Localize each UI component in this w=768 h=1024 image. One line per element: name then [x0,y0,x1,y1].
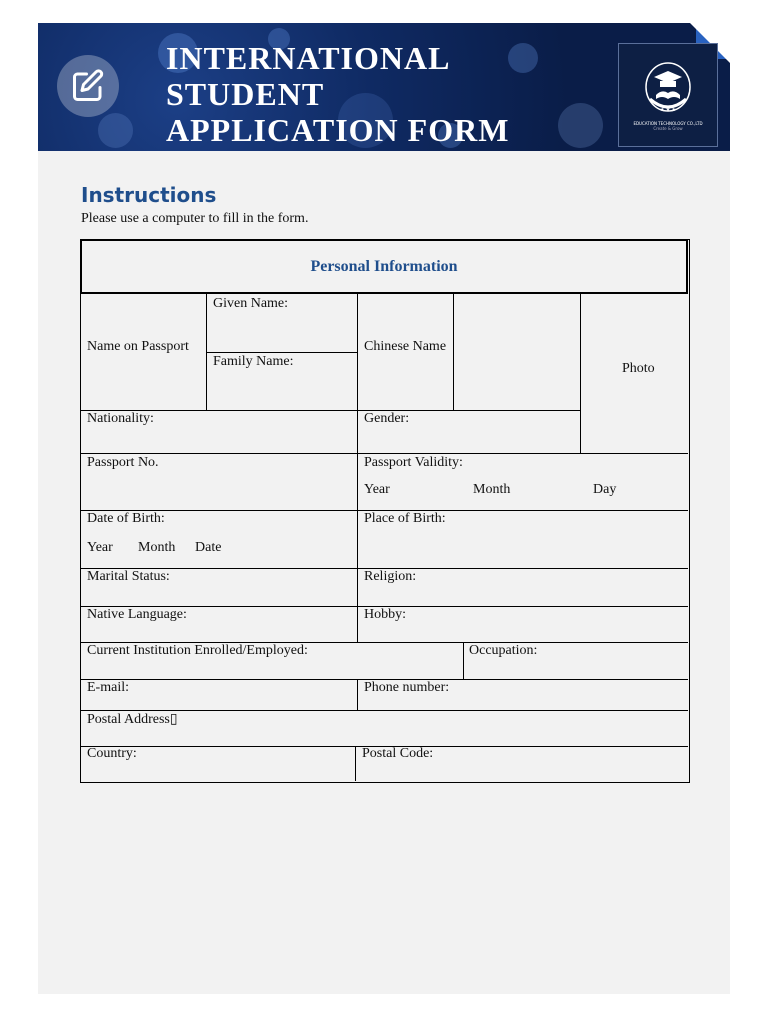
dob-month-field[interactable]: Month [138,540,176,555]
section-title: Personal Information [80,239,688,294]
dob-year-field[interactable]: Year [87,540,113,555]
religion-field[interactable]: Religion: [364,569,417,584]
phone-number-field[interactable]: Phone number: [364,680,450,695]
logo-text: EDUCATION TECHNOLOGY CO.,LTD [633,121,703,126]
native-language-field[interactable]: Native Language: [87,607,187,622]
name-on-passport-label: Name on Passport [87,339,189,354]
photo-box[interactable]: Photo [622,361,655,376]
company-logo [618,43,718,147]
validity-month-field[interactable]: Month [473,482,511,497]
occupation-field[interactable]: Occupation: [469,643,538,658]
instructions-heading: Instructions [81,183,217,207]
form-title: INTERNATIONAL STUDENT APPLICATION FORM [166,40,510,148]
date-of-birth-label: Date of Birth: [87,511,165,526]
hobby-field[interactable]: Hobby: [364,607,406,622]
instructions-text: Please use a computer to fill in the form. [81,211,309,226]
passport-validity-label: Passport Validity: [364,455,463,470]
current-institution-field[interactable]: Current Institution Enrolled/Employed: [87,643,308,658]
marital-status-field[interactable]: Marital Status: [87,569,170,584]
svg-text:★ ★ ★: ★ ★ ★ [660,108,676,113]
place-of-birth-field[interactable]: Place of Birth: [364,511,446,526]
family-name-field[interactable]: Family Name: [213,354,294,369]
emblem-icon [638,59,698,117]
logo-subtext: Create & Grow [653,126,683,131]
edit-icon [57,55,119,117]
postal-code-field[interactable]: Postal Code: [362,746,434,761]
email-field[interactable]: E-mail: [87,680,129,695]
validity-year-field[interactable]: Year [364,482,390,497]
gender-field[interactable]: Gender: [364,411,410,426]
validity-day-field[interactable]: Day [593,482,617,497]
chinese-name-label: Chinese Name [364,339,447,354]
dob-date-field[interactable]: Date [195,540,222,555]
passport-no-field[interactable]: Passport No. [87,455,159,470]
country-field[interactable]: Country: [87,746,137,761]
nationality-field[interactable]: Nationality: [87,411,154,426]
postal-address-field[interactable]: Postal Address▯ [87,712,178,727]
given-name-field[interactable]: Given Name: [213,296,289,311]
